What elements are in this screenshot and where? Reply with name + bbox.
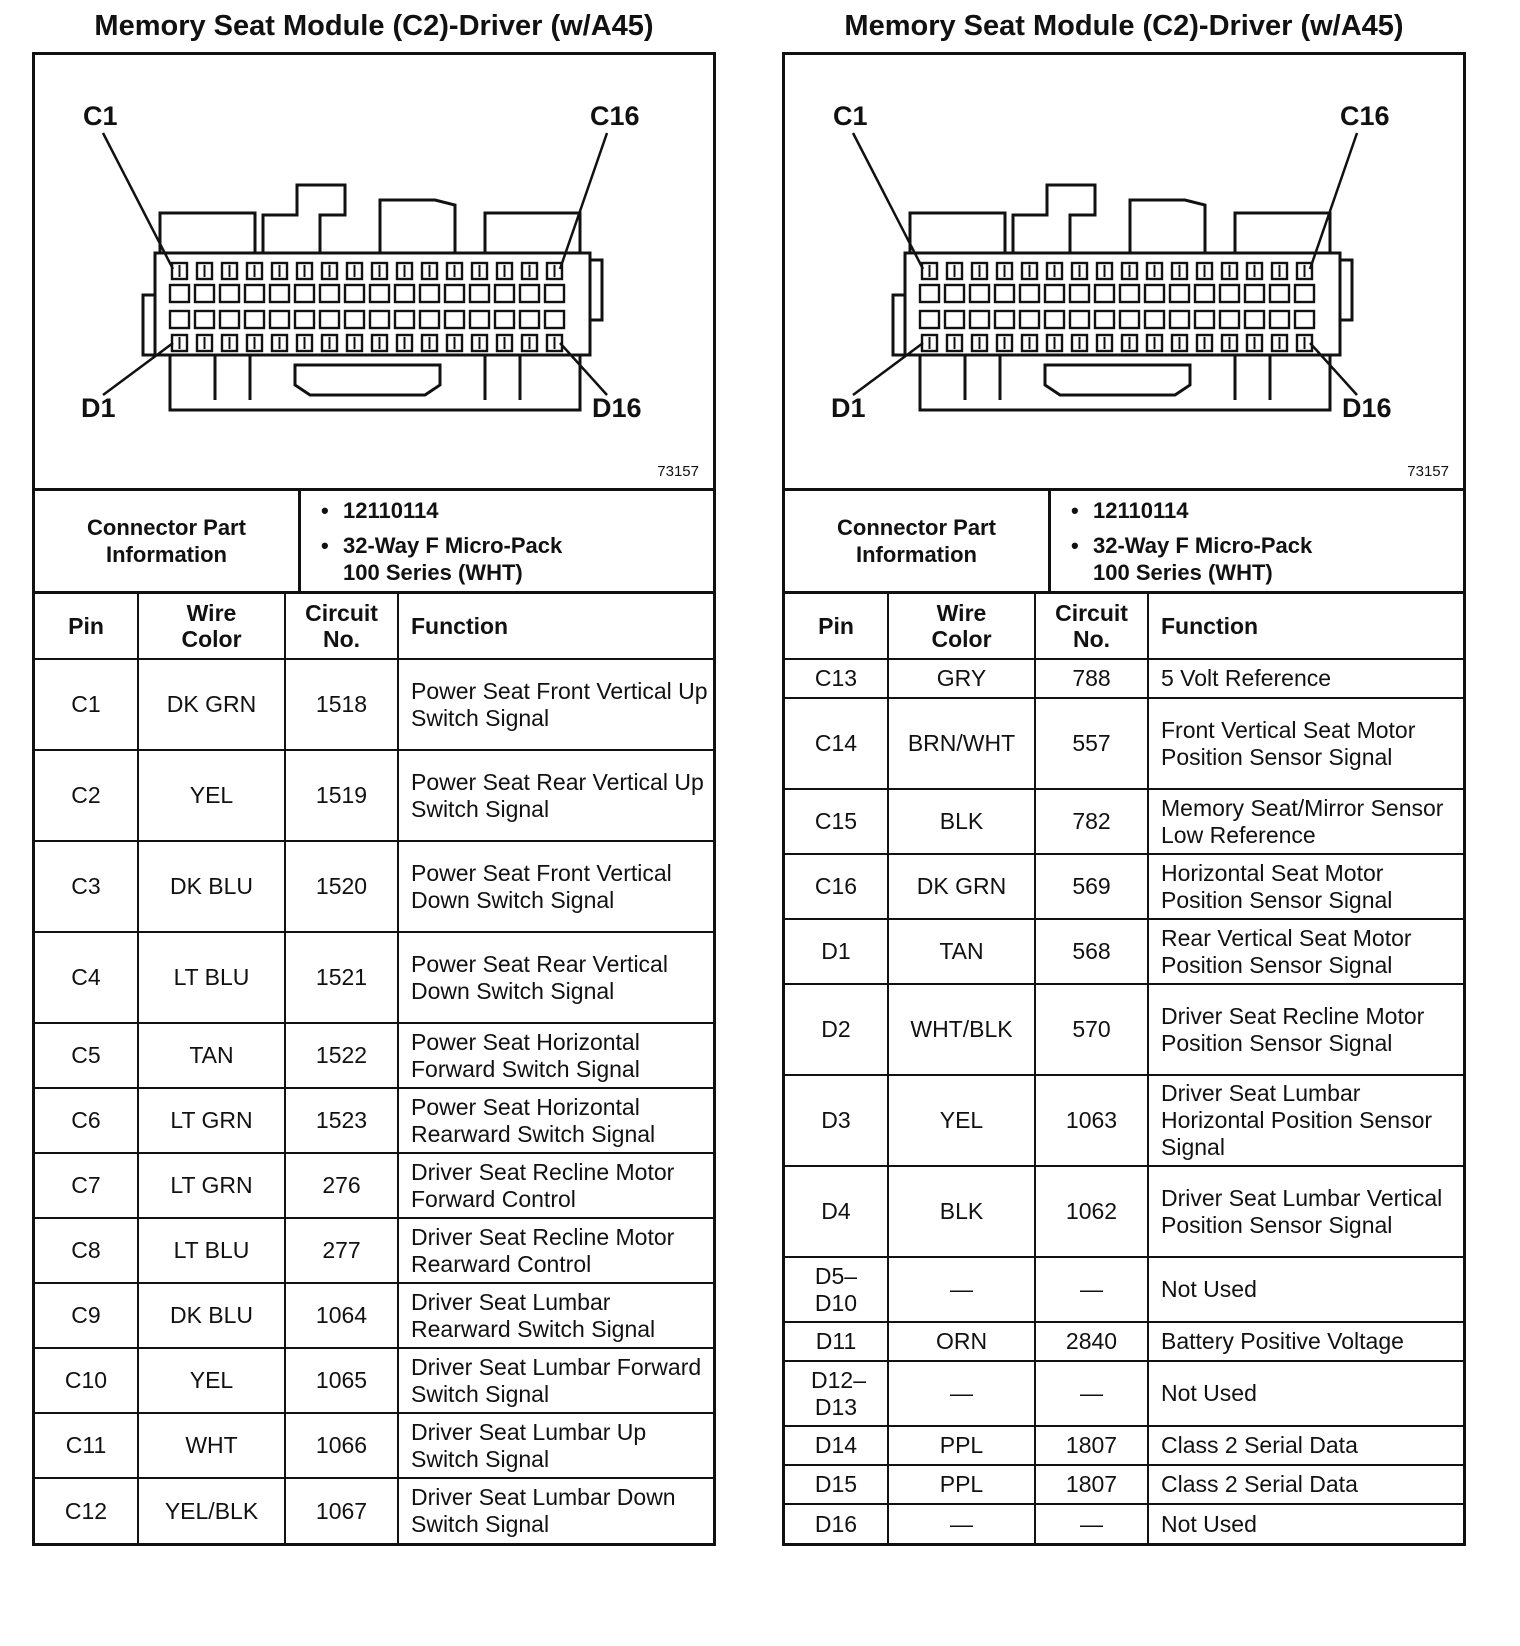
header-pin: Pin xyxy=(35,594,138,659)
pin-cavity xyxy=(1220,285,1239,302)
function-cell: Not Used xyxy=(1148,1257,1463,1322)
function-cell: Power Seat Rear Vertical Up Switch Signal xyxy=(398,750,713,841)
pin-cavity xyxy=(270,311,289,328)
wire-color-cell: — xyxy=(888,1504,1035,1543)
pin-cavity xyxy=(1295,311,1314,328)
function-cell: Driver Seat Lumbar Rearward Switch Signal xyxy=(398,1283,713,1348)
wire-color-cell: DK GRN xyxy=(138,659,285,750)
part-info-values xyxy=(1051,491,1463,591)
pin-cavity xyxy=(420,285,439,302)
pin-cell: C15 xyxy=(785,789,888,854)
connector-part-info xyxy=(785,491,1463,594)
leader-c1 xyxy=(853,133,923,269)
table-row xyxy=(35,1348,713,1413)
function-cell: Driver Seat Lumbar Vertical Position Sensor Signal xyxy=(1148,1166,1463,1257)
connector-type: • 32-Way F Micro-Pack 100 Series (WHT) xyxy=(343,532,603,586)
function-cell: Battery Positive Voltage xyxy=(1148,1322,1463,1361)
pin-cell: D1 xyxy=(785,919,888,984)
connector-frame xyxy=(782,52,1466,1546)
pin-cavity xyxy=(245,285,264,302)
circuit-cell: 1518 xyxy=(285,659,398,750)
circuit-cell: — xyxy=(1035,1257,1148,1322)
table-row xyxy=(35,1413,713,1478)
pin-cell: D3 xyxy=(785,1075,888,1166)
circuit-cell: 1063 xyxy=(1035,1075,1148,1166)
circuit-cell: — xyxy=(1035,1361,1148,1426)
wire-color-cell: BLK xyxy=(888,789,1035,854)
pin-cell: C6 xyxy=(35,1088,138,1153)
pin-cavity xyxy=(470,285,489,302)
function-cell: Horizontal Seat Motor Position Sensor Signal xyxy=(1148,854,1463,919)
pin-cell: C1 xyxy=(35,659,138,750)
pin-cavity xyxy=(195,285,214,302)
header-circuit: Circuit No. xyxy=(1035,594,1148,659)
function-cell: Not Used xyxy=(1148,1361,1463,1426)
pin-cavity xyxy=(1295,285,1314,302)
left-rib xyxy=(893,295,905,355)
wire-color-cell: — xyxy=(888,1361,1035,1426)
pin-cell: C16 xyxy=(785,854,888,919)
circuit-cell: 1521 xyxy=(285,932,398,1023)
right-rib xyxy=(1340,260,1352,320)
pin-cavity xyxy=(320,285,339,302)
header-wire-color: Wire Color xyxy=(138,594,285,659)
pin-cavity xyxy=(1145,311,1164,328)
pin-cavity xyxy=(1195,285,1214,302)
table-row xyxy=(785,1075,1463,1166)
wire-color-cell: WHT/BLK xyxy=(888,984,1035,1075)
table-row xyxy=(785,854,1463,919)
label-d16: D16 xyxy=(1342,393,1392,423)
pin-cavity xyxy=(1120,285,1139,302)
function-cell: Driver Seat Lumbar Down Switch Signal xyxy=(398,1478,713,1543)
pin-cavity xyxy=(1195,311,1214,328)
function-cell: Class 2 Serial Data xyxy=(1148,1426,1463,1465)
pin-cavity xyxy=(920,285,939,302)
wire-color-cell: YEL xyxy=(138,1348,285,1413)
pin-cell: C3 xyxy=(35,841,138,932)
pin-cavity xyxy=(1045,285,1064,302)
label-c1: C1 xyxy=(833,101,868,131)
pin-cavity xyxy=(1245,285,1264,302)
header-function: Function xyxy=(398,594,713,659)
wire-color-cell: — xyxy=(888,1257,1035,1322)
table-row xyxy=(785,1426,1463,1465)
table-row xyxy=(35,1283,713,1348)
pin-cavity xyxy=(1170,285,1189,302)
pin-cavity xyxy=(270,285,289,302)
function-cell: Power Seat Front Vertical Down Switch Signal xyxy=(398,841,713,932)
pin-cell: D16 xyxy=(785,1504,888,1543)
circuit-cell: 569 xyxy=(1035,854,1148,919)
table-row xyxy=(35,1088,713,1153)
pin-cavity xyxy=(295,311,314,328)
circuit-cell: — xyxy=(1035,1504,1148,1543)
circuit-cell: 1807 xyxy=(1035,1426,1148,1465)
connector-frame xyxy=(32,52,716,1546)
pin-cavity xyxy=(345,285,364,302)
pin-cavity xyxy=(495,285,514,302)
left-rib xyxy=(143,295,155,355)
pin-cavity xyxy=(970,311,989,328)
label-c16: C16 xyxy=(590,101,640,131)
pin-cavity xyxy=(370,285,389,302)
housing-skirt xyxy=(170,355,580,410)
housing-skirt xyxy=(920,355,1330,410)
wire-color-cell: LT BLU xyxy=(138,932,285,1023)
pin-cavity xyxy=(1020,311,1039,328)
part-info-values xyxy=(301,491,713,591)
circuit-cell: 788 xyxy=(1035,659,1148,698)
connector-part-info xyxy=(35,491,713,594)
table-row xyxy=(785,1504,1463,1543)
function-cell: Front Vertical Seat Motor Position Sensor Signal xyxy=(1148,698,1463,789)
pin-cavity xyxy=(170,285,189,302)
pin-cell: C7 xyxy=(35,1153,138,1218)
pin-cavity xyxy=(545,311,564,328)
panel-title: Memory Seat Module (C2)-Driver (w/A45) xyxy=(94,10,654,42)
pin-cell: C8 xyxy=(35,1218,138,1283)
wire-color-cell: DK BLU xyxy=(138,1283,285,1348)
part-info-label: Connector Part Information xyxy=(35,491,301,591)
pin-cavity xyxy=(995,285,1014,302)
wire-color-cell: YEL xyxy=(138,750,285,841)
table-row xyxy=(35,1218,713,1283)
pin-cell: D5–D10 xyxy=(785,1257,888,1322)
pin-cell: C4 xyxy=(35,932,138,1023)
left-panel xyxy=(32,0,716,1546)
table-row xyxy=(785,659,1463,698)
pin-cell: C10 xyxy=(35,1348,138,1413)
wire-color-cell: YEL xyxy=(888,1075,1035,1166)
header-pin: Pin xyxy=(785,594,888,659)
table-row xyxy=(785,1322,1463,1361)
label-c1: C1 xyxy=(83,101,118,131)
pin-cavity xyxy=(1170,311,1189,328)
pin-cell: C2 xyxy=(35,750,138,841)
pin-cell: D4 xyxy=(785,1166,888,1257)
pin-cell: D14 xyxy=(785,1426,888,1465)
function-cell: Driver Seat Lumbar Up Switch Signal xyxy=(398,1413,713,1478)
function-cell: Memory Seat/Mirror Sensor Low Reference xyxy=(1148,789,1463,854)
circuit-cell: 782 xyxy=(1035,789,1148,854)
function-cell: Power Seat Horizontal Forward Switch Signal xyxy=(398,1023,713,1088)
pin-cavity xyxy=(345,311,364,328)
function-cell: Driver Seat Lumbar Forward Switch Signal xyxy=(398,1348,713,1413)
pin-cell: C11 xyxy=(35,1413,138,1478)
pin-cavity xyxy=(1220,311,1239,328)
wire-color-cell: LT BLU xyxy=(138,1218,285,1283)
wire-color-cell: YEL/BLK xyxy=(138,1478,285,1543)
pin-cell: C9 xyxy=(35,1283,138,1348)
circuit-cell: 1522 xyxy=(285,1023,398,1088)
table-row xyxy=(35,841,713,932)
pin-cavity xyxy=(495,311,514,328)
leader-d16 xyxy=(560,343,607,395)
leader-c16 xyxy=(560,133,607,269)
function-cell: Driver Seat Recline Motor Rearward Control xyxy=(398,1218,713,1283)
table-row xyxy=(35,932,713,1023)
wire-color-cell: WHT xyxy=(138,1413,285,1478)
circuit-cell: 1065 xyxy=(285,1348,398,1413)
circuit-cell: 276 xyxy=(285,1153,398,1218)
circuit-cell: 1067 xyxy=(285,1478,398,1543)
pinout-table xyxy=(35,594,713,1543)
pin-cavity xyxy=(1070,311,1089,328)
function-cell: Rear Vertical Seat Motor Position Sensor Signal xyxy=(1148,919,1463,984)
wire-color-cell: DK GRN xyxy=(888,854,1035,919)
table-row xyxy=(785,789,1463,854)
part-number: • 12110114 xyxy=(343,497,713,524)
wire-color-cell: DK BLU xyxy=(138,841,285,932)
pin-cavity xyxy=(245,311,264,328)
figure-id: 73157 xyxy=(1407,463,1449,480)
circuit-cell: 1066 xyxy=(285,1413,398,1478)
pin-cavity xyxy=(445,285,464,302)
wire-color-cell: TAN xyxy=(138,1023,285,1088)
pin-cavity xyxy=(1270,285,1289,302)
part-number: • 12110114 xyxy=(1093,497,1463,524)
connector-diagram xyxy=(35,55,713,491)
pin-cavity xyxy=(470,311,489,328)
pin-cavity xyxy=(220,311,239,328)
pin-cell: D2 xyxy=(785,984,888,1075)
header-function: Function xyxy=(1148,594,1463,659)
circuit-cell: 1520 xyxy=(285,841,398,932)
pin-cavity xyxy=(395,311,414,328)
wire-color-cell: PPL xyxy=(888,1465,1035,1504)
function-cell: Power Seat Front Vertical Up Switch Signal xyxy=(398,659,713,750)
pin-cavity xyxy=(1070,285,1089,302)
pin-cavity xyxy=(420,311,439,328)
table-row xyxy=(785,698,1463,789)
circuit-cell: 570 xyxy=(1035,984,1148,1075)
right-panel xyxy=(782,0,1466,1546)
table-row xyxy=(785,1465,1463,1504)
pin-cavity xyxy=(1020,285,1039,302)
pin-cavity xyxy=(1120,311,1139,328)
table-row xyxy=(785,984,1463,1075)
pin-cavity xyxy=(295,285,314,302)
pin-cavity xyxy=(945,311,964,328)
function-cell: Power Seat Rear Vertical Down Switch Signal xyxy=(398,932,713,1023)
pin-cavity xyxy=(545,285,564,302)
circuit-cell: 1519 xyxy=(285,750,398,841)
leader-d16 xyxy=(1310,343,1357,395)
pin-cell: D15 xyxy=(785,1465,888,1504)
label-c16: C16 xyxy=(1340,101,1390,131)
circuit-cell: 1064 xyxy=(285,1283,398,1348)
pin-cavity xyxy=(1045,311,1064,328)
header-circuit: Circuit No. xyxy=(285,594,398,659)
function-cell: Driver Seat Recline Motor Forward Control xyxy=(398,1153,713,1218)
function-cell: Driver Seat Lumbar Horizontal Position Sensor Signal xyxy=(1148,1075,1463,1166)
pin-cell: D12–D13 xyxy=(785,1361,888,1426)
pin-cavity xyxy=(920,311,939,328)
wire-color-cell: GRY xyxy=(888,659,1035,698)
label-d1: D1 xyxy=(831,393,866,423)
circuit-cell: 277 xyxy=(285,1218,398,1283)
pin-cell: D11 xyxy=(785,1322,888,1361)
pin-cavity xyxy=(1245,311,1264,328)
leader-c1 xyxy=(103,133,173,269)
wire-color-cell: PPL xyxy=(888,1426,1035,1465)
wire-color-cell: TAN xyxy=(888,919,1035,984)
wire-color-cell: LT GRN xyxy=(138,1088,285,1153)
table-row xyxy=(35,1153,713,1218)
table-row xyxy=(785,1361,1463,1426)
panel-title: Memory Seat Module (C2)-Driver (w/A45) xyxy=(844,10,1404,42)
pin-cavity xyxy=(320,311,339,328)
circuit-cell: 568 xyxy=(1035,919,1148,984)
pin-cavity xyxy=(170,311,189,328)
pin-cell: C5 xyxy=(35,1023,138,1088)
table-row xyxy=(785,1166,1463,1257)
pin-cavity xyxy=(1145,285,1164,302)
pin-cell: C13 xyxy=(785,659,888,698)
pin-cavity xyxy=(370,311,389,328)
pin-cavity xyxy=(970,285,989,302)
table-row xyxy=(35,1478,713,1543)
circuit-cell: 1062 xyxy=(1035,1166,1148,1257)
part-info-label: Connector Part Information xyxy=(785,491,1051,591)
table-row xyxy=(35,659,713,750)
pin-cavity xyxy=(195,311,214,328)
pin-cell: C14 xyxy=(785,698,888,789)
right-rib xyxy=(590,260,602,320)
pin-cavity xyxy=(1095,311,1114,328)
pin-cavity xyxy=(945,285,964,302)
pin-cavity xyxy=(1095,285,1114,302)
connector-diagram xyxy=(785,55,1463,491)
pin-cavity xyxy=(220,285,239,302)
wire-color-cell: LT GRN xyxy=(138,1153,285,1218)
circuit-cell: 557 xyxy=(1035,698,1148,789)
pin-cavity xyxy=(395,285,414,302)
function-cell: Not Used xyxy=(1148,1504,1463,1543)
leader-c16 xyxy=(1310,133,1357,269)
pin-cavity xyxy=(520,311,539,328)
pin-cavity xyxy=(1270,311,1289,328)
circuit-cell: 1523 xyxy=(285,1088,398,1153)
table-row xyxy=(35,1023,713,1088)
label-d16: D16 xyxy=(592,393,642,423)
table-row xyxy=(785,1257,1463,1322)
table-row xyxy=(35,750,713,841)
pinout-table xyxy=(785,594,1463,1543)
table-row xyxy=(785,919,1463,984)
leader-d1 xyxy=(853,343,923,395)
connector-type: • 32-Way F Micro-Pack 100 Series (WHT) xyxy=(1093,532,1353,586)
pin-cavity xyxy=(520,285,539,302)
pin-cavity xyxy=(995,311,1014,328)
function-cell: Power Seat Horizontal Rearward Switch Signal xyxy=(398,1088,713,1153)
wire-color-cell: BRN/WHT xyxy=(888,698,1035,789)
function-cell: Driver Seat Recline Motor Position Sensor Signal xyxy=(1148,984,1463,1075)
header-wire-color: Wire Color xyxy=(888,594,1035,659)
pin-cavity xyxy=(445,311,464,328)
wire-color-cell: ORN xyxy=(888,1322,1035,1361)
circuit-cell: 1807 xyxy=(1035,1465,1148,1504)
pin-cell: C12 xyxy=(35,1478,138,1543)
circuit-cell: 2840 xyxy=(1035,1322,1148,1361)
label-d1: D1 xyxy=(81,393,116,423)
figure-id: 73157 xyxy=(657,463,699,480)
function-cell: 5 Volt Reference xyxy=(1148,659,1463,698)
function-cell: Class 2 Serial Data xyxy=(1148,1465,1463,1504)
wire-color-cell: BLK xyxy=(888,1166,1035,1257)
leader-d1 xyxy=(103,343,173,395)
